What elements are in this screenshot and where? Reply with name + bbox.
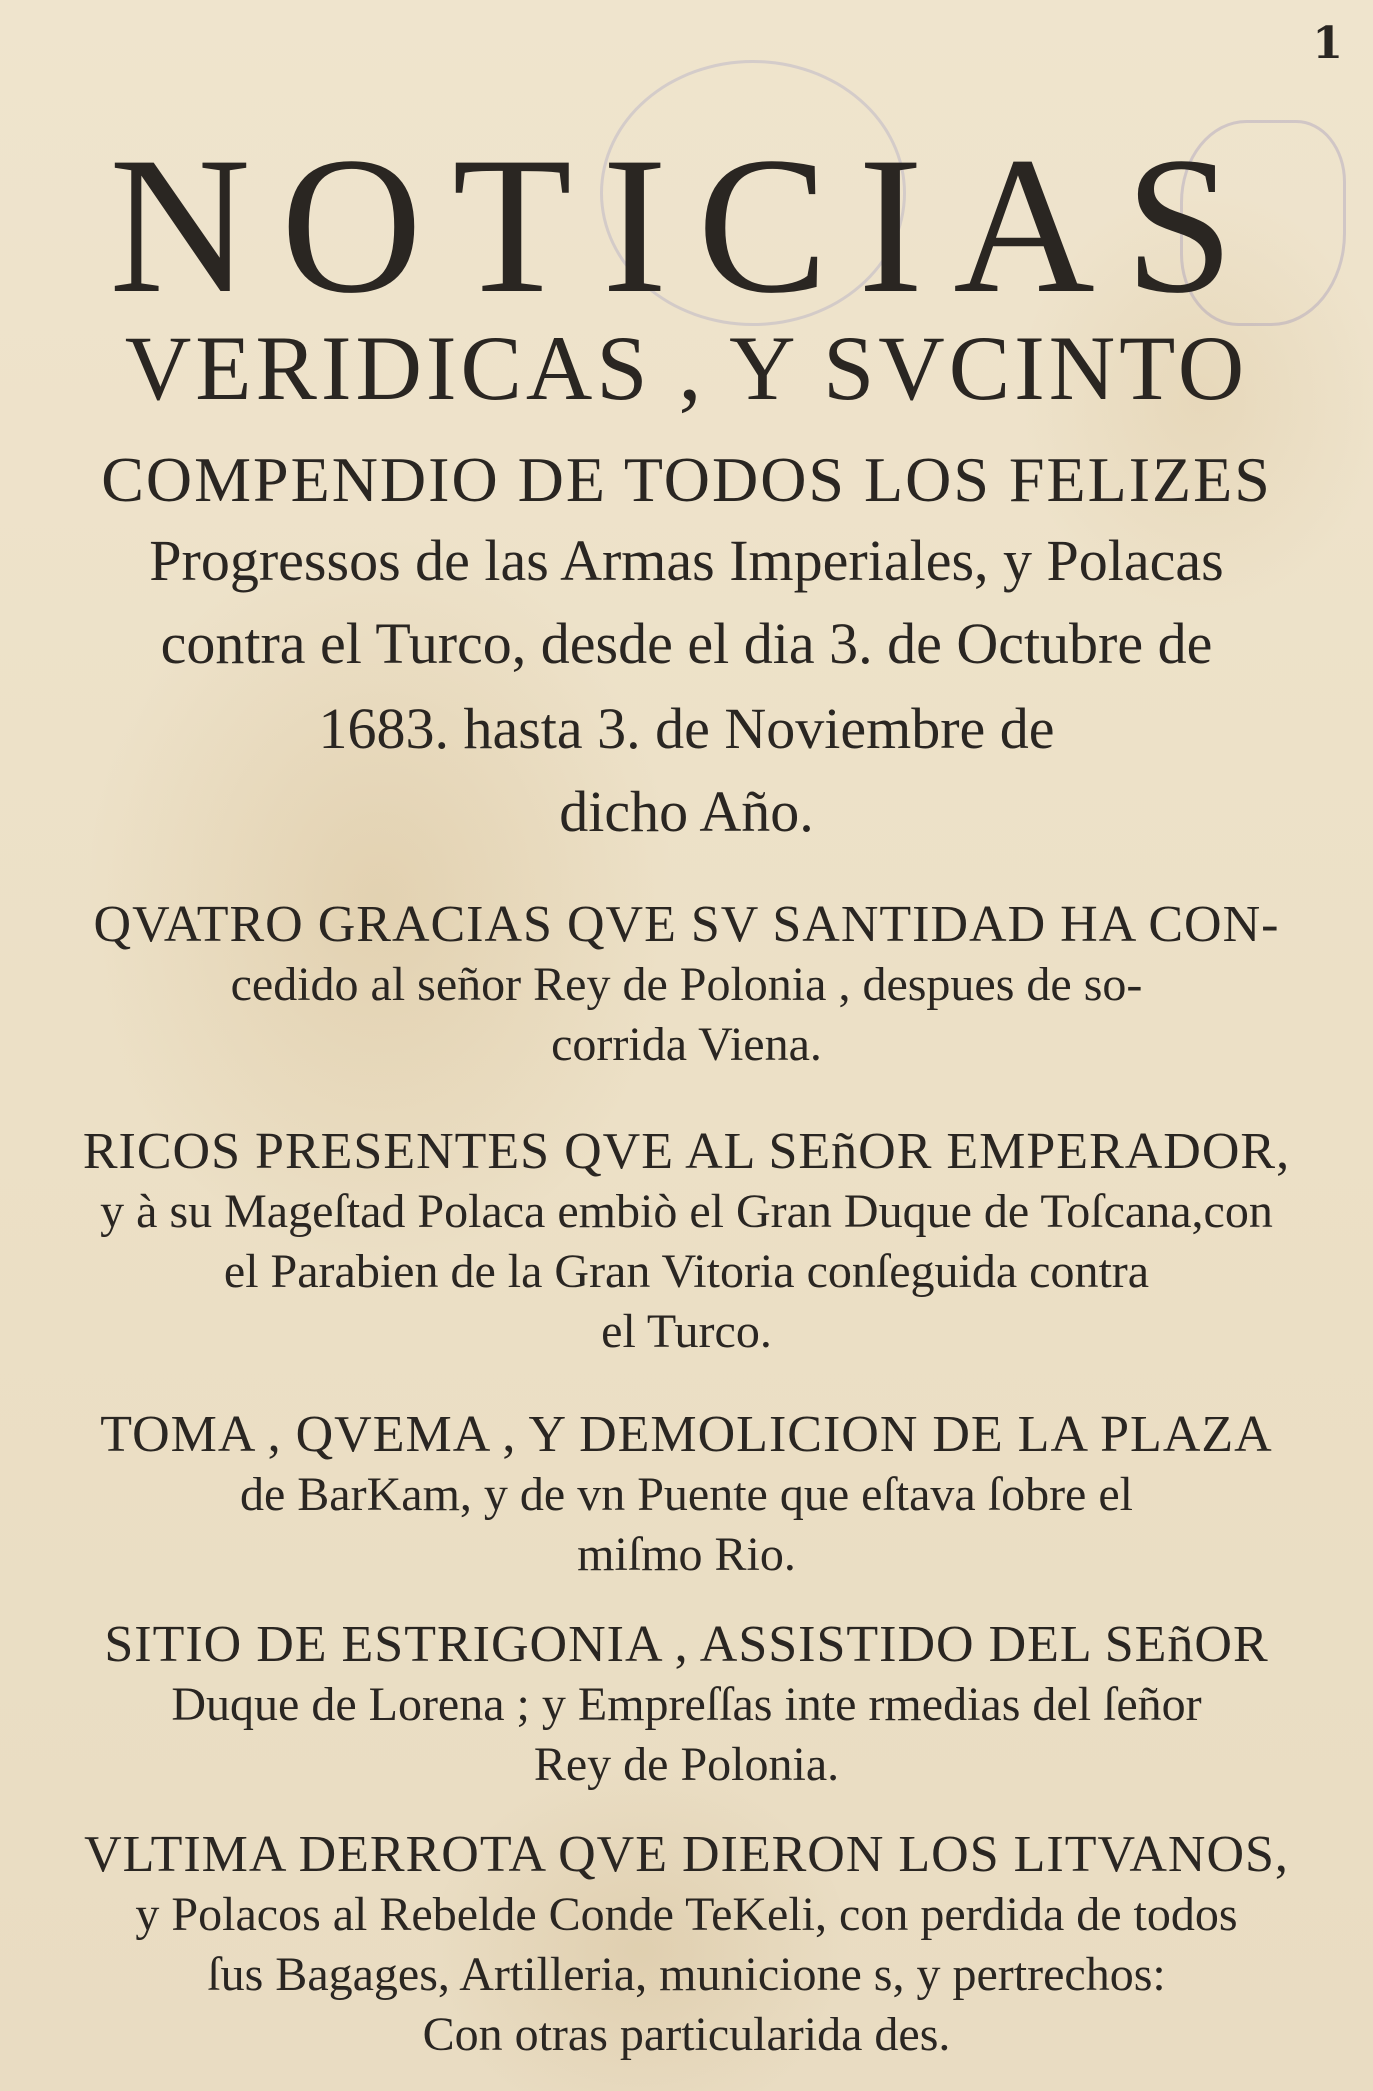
section-toma-quema [30,1405,1343,1585]
section-text: el Turco. [601,1305,772,1358]
section-text: de BarKam, y de vn Puente que eſtava ſobre el [239,1468,1133,1521]
title-line-3: Progressos de las Armas Imperiales, y Polacas [149,528,1224,593]
main-title: NOTICIAS [109,117,1264,334]
title-line-4: contra el Turco, desde el dia 3. de Octubre de [160,611,1213,676]
section-text: Duque de Lorena ; y Empreſſas inte rmedias del ſeñor [171,1678,1202,1731]
title-line-1: VERIDICAS , Y SVCINTO [124,317,1249,419]
page-number: 1 [1312,18,1343,69]
title-line-2: COMPENDIO DE TODOS LOS FELIZES [101,444,1272,515]
section-heading: QVATRO GRACIAS QVE SV SANTIDAD HA CON- [93,896,1280,953]
section-heading: SITIO DE ESTRIGONIA , ASSISTIDO DEL SEñOR [104,1616,1269,1673]
section-sitio-estrigonia [30,1615,1343,1795]
section-text: cedido al señor Rey de Polonia , despues de so- [230,958,1143,1011]
section-text: corrida Viena. [551,1018,822,1071]
section-heading: VLTIMA DERROTA QVE DIERON LOS LITVANOS, [84,1826,1289,1883]
section-quatro-gracias [30,895,1343,1075]
title-line-6: dicho Año. [559,779,814,844]
section-ultima-derrota [30,1825,1343,2065]
section-text: ſus Bagages, Artilleria, municione s, y pertrechos: [207,1948,1166,2001]
section-text: Con otras particularida des. [422,2008,951,2061]
section-text: y Polacos al Rebelde Conde TeKeli, con perdida de todos [135,1888,1238,1941]
section-text: el Parabien de la Gran Vitoria conſeguida contra [223,1245,1150,1298]
section-heading: RICOS PRESENTES QVE AL SEñOR EMPERADOR, [82,1123,1291,1180]
section-text: Rey de Polonia. [533,1738,840,1791]
section-text: miſmo Rio. [577,1528,796,1581]
section-heading: TOMA , QVEMA , Y DEMOLICION DE LA PLAZA [100,1406,1273,1463]
section-ricos-presentes [30,1122,1343,1362]
section-text: y à su Mageſtad Polaca embiò el Gran Duque de Toſcana,con [100,1185,1273,1238]
title-line-5: 1683. hasta 3. de Noviembre de [318,696,1055,761]
